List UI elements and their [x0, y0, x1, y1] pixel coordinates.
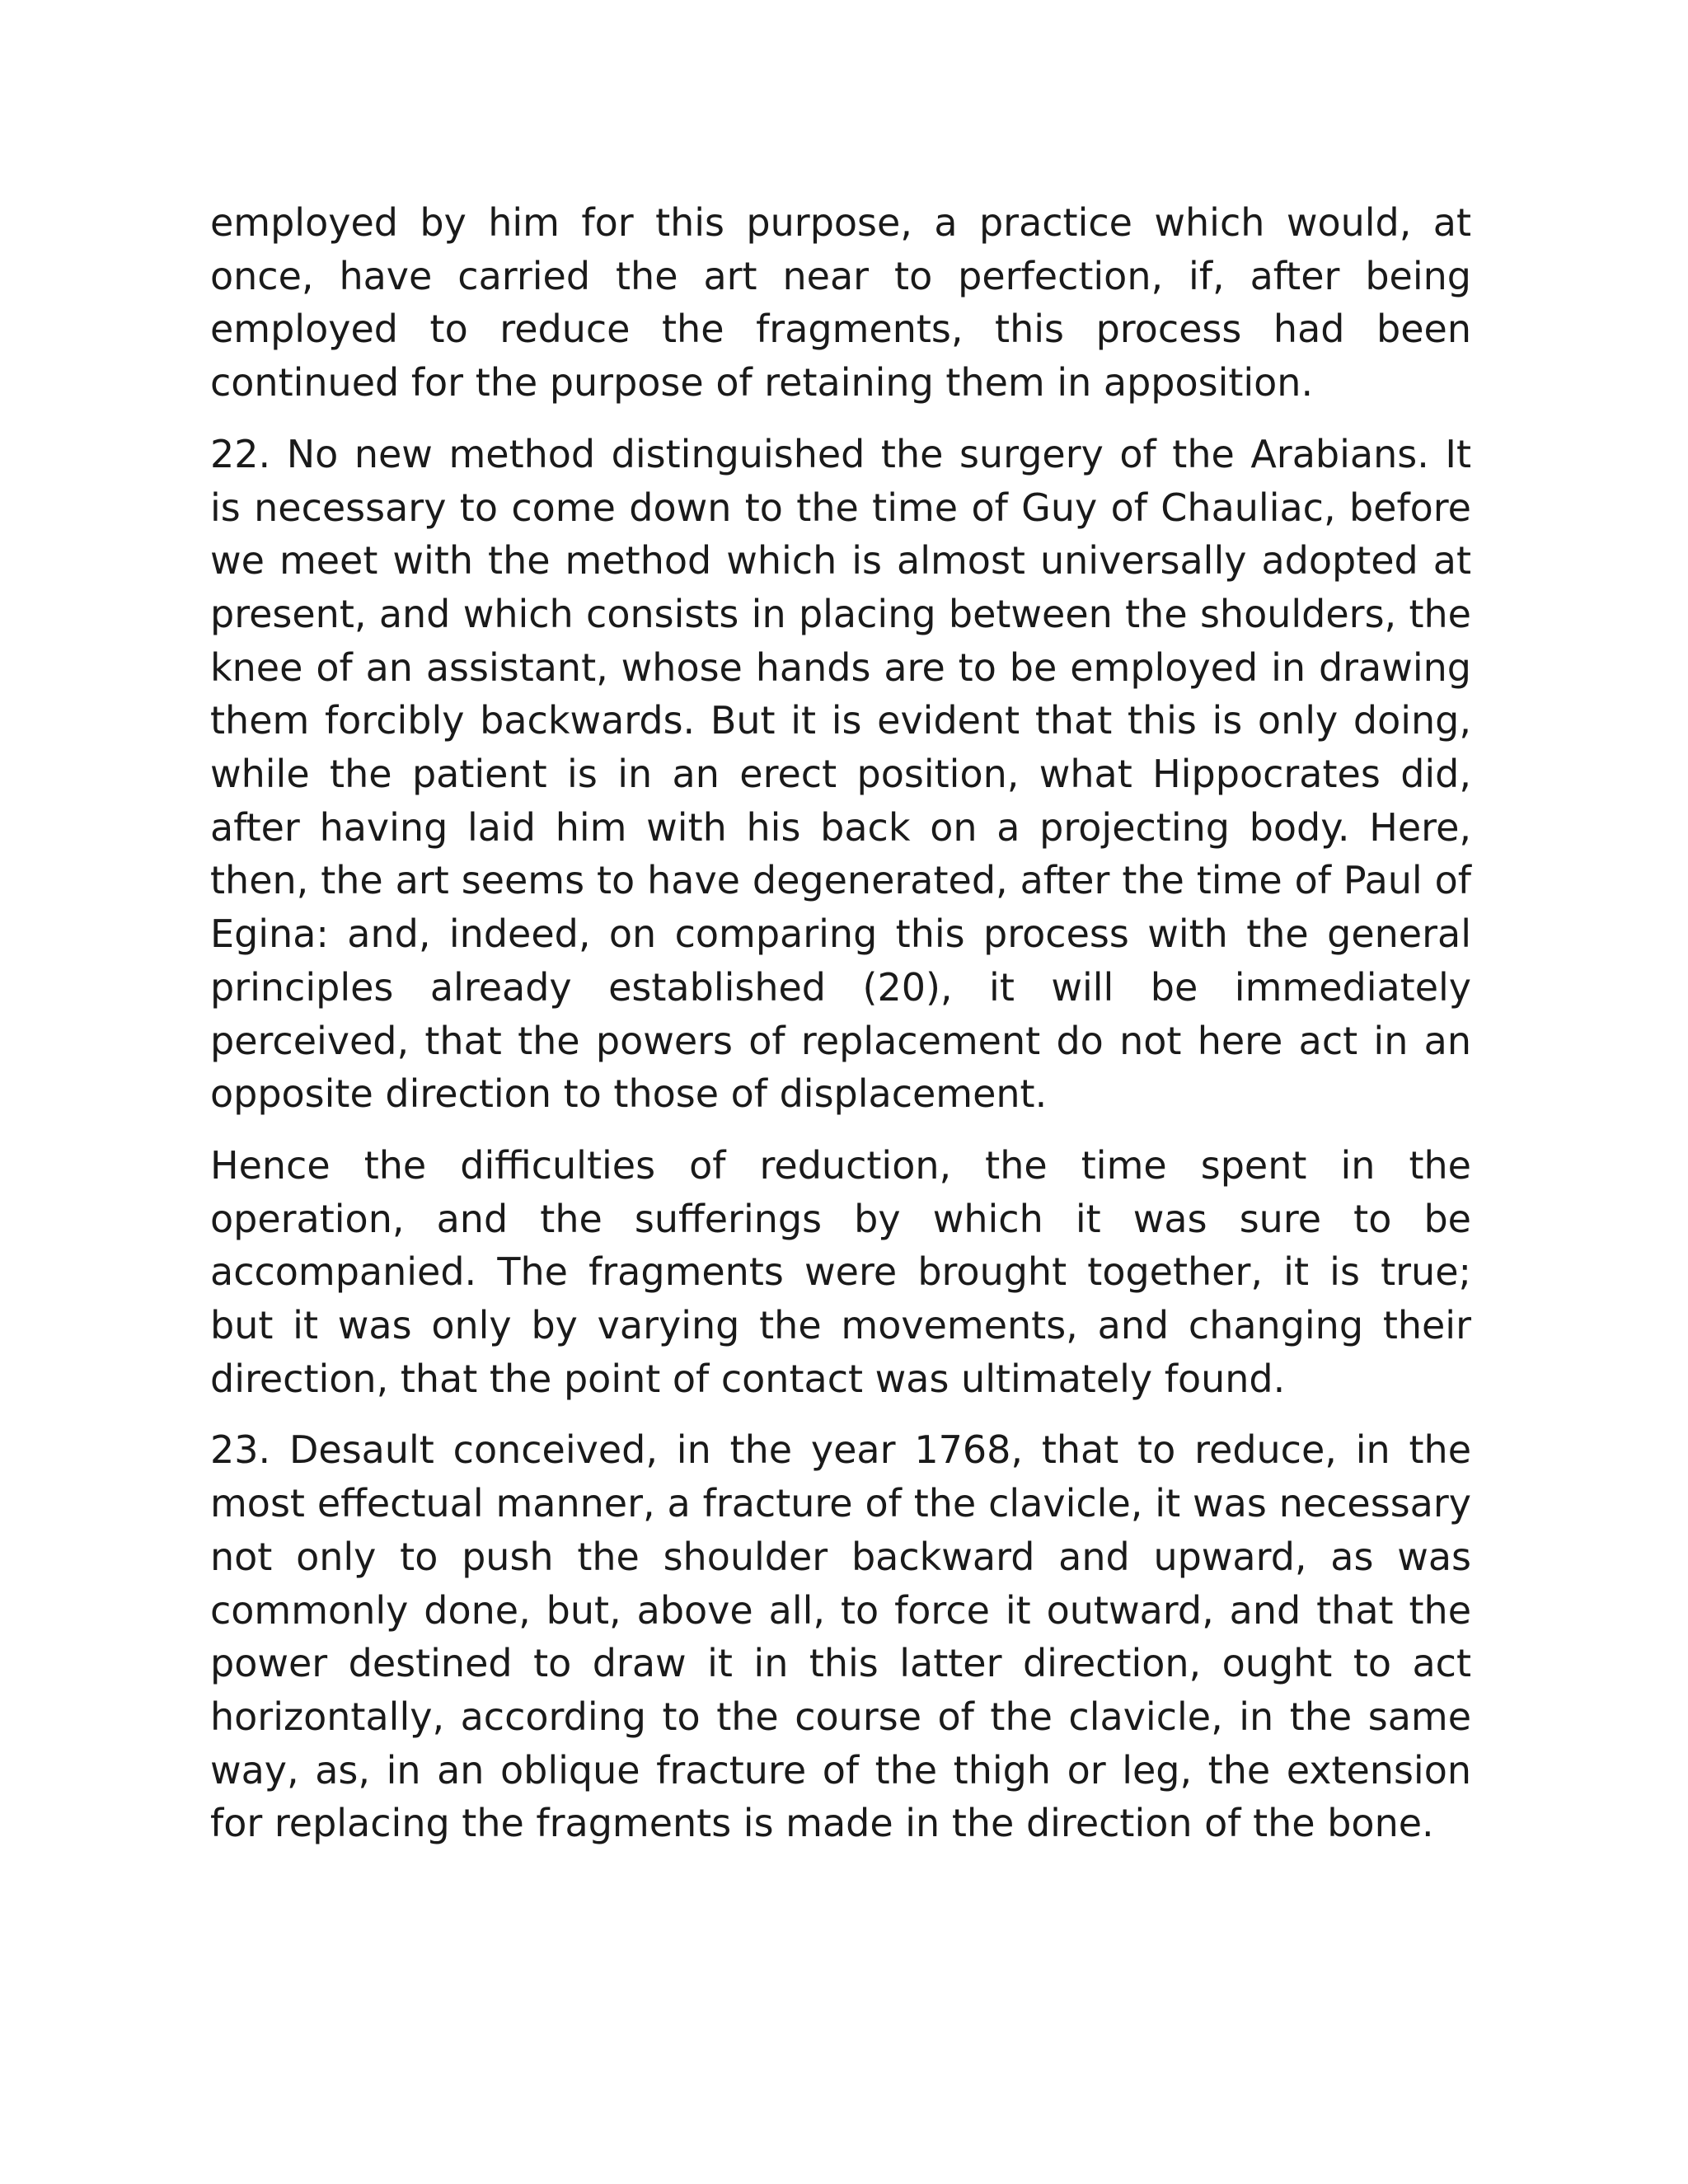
paragraph-continuation: employed by him for this purpose, a practice which would, at once, have carried the art near to perfection, if, after being employed to reduce the fragments, this process had been continued for the purpose of retaining them in apposition.: [210, 200, 1471, 405]
paragraph-22: 22. No new method distinguished the surgery of the Arabians. It is necessary to come down to the time of Guy of Chauliac, before we meet with the method which is almost universally adopted at present, and which consists in placing between the shoulders, the knee of an assistant, whose hands are to be employed in drawing them forcibly backwards. But it is evident that this is only doing, while the patient is in an erect position, what Hippocrates did, after having laid him with his back on a projecting body. Here, then, the art seems to have degenerated, after the time of Paul of Egina: and, indeed, on comparing this process with the general principles already established (20), it will be immediately perceived, that the powers of replacement do not here act in an opposite direction to those of displacement.: [210, 431, 1471, 1117]
paragraph-23: 23. Desault conceived, in the year 1768, that to reduce, in the most effectual manner, a fracture of the clavicle, it was necessary not only to push the shoulder backward and upward, as was commonly done, but, above all, to force it outward, and that the power destined to draw it in this latter direction, ought to act horizontally, according to the course of the clavicle, in the same way, as, in an oblique fracture of the thigh or leg, the extension for replacing the fragments is made in the direction of the bone.: [210, 1427, 1471, 1846]
paragraph-hence: Hence the difficulties of reduction, the time spent in the operation, and the sufferings by which it was sure to be accompanied. The fragments were brought together, it is true; but it was only by varying the movements, and changing their direction, that the point of contact was ultimately found.: [210, 1142, 1471, 1401]
body-text: [210, 196, 1471, 1868]
